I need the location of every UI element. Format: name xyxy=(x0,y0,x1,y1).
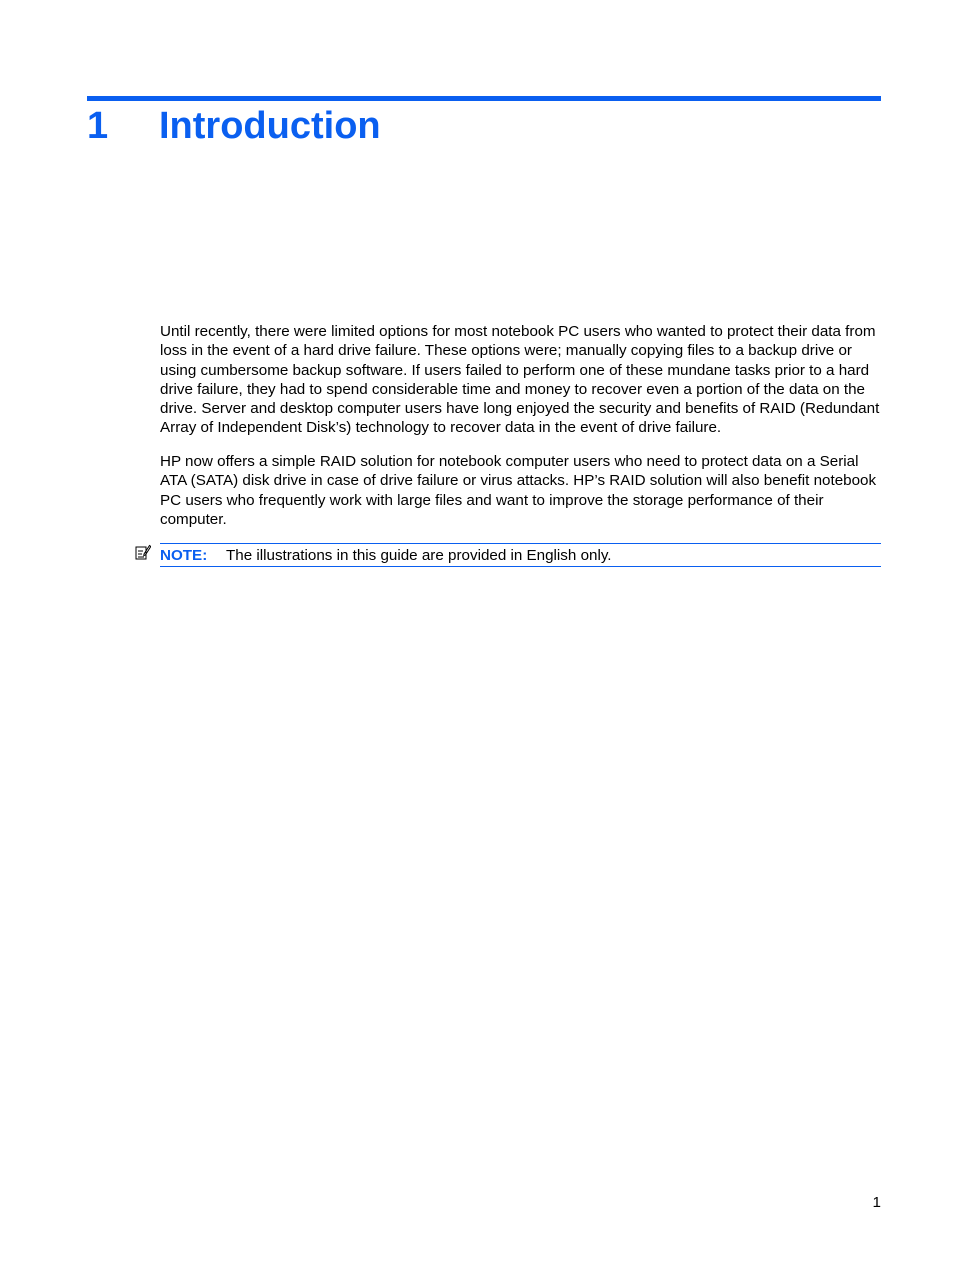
chapter-rule xyxy=(87,96,881,101)
note-text: The illustrations in this guide are provided in English only. xyxy=(226,546,612,564)
chapter-number: 1 xyxy=(87,105,109,147)
chapter-heading xyxy=(87,103,381,149)
intro-paragraph-2: HP now offers a simple RAID solution for notebook computer users who need to protect data on a Serial ATA (SATA) disk drive in case of drive failure or virus attacks. HP’s RAID solution will also benefit notebook PC users who frequently work with large files and want to improve the storage performance of their computer. xyxy=(160,453,877,528)
page-number: 1 xyxy=(872,1194,881,1211)
note-label: NOTE: xyxy=(160,546,208,564)
note-box xyxy=(160,543,881,567)
intro-paragraph-1: Until recently, there were limited options for most notebook PC users who wanted to protect their data from loss in the event of a hard drive failure. These options were; manually copying files to a backup drive or using cumbersome backup software. If users failed to perform one of these mundane tasks prior to a hard drive failure, they had to spend considerable time and money to recover even a portion of the data on the drive. Server and desktop computer users have long enjoyed the security and benefits of RAID (Redundant Array of Independent Disk’s) technology to recover data in the event of drive failure. xyxy=(160,323,880,437)
note-pencil-icon xyxy=(135,544,151,560)
chapter-title: Introduction xyxy=(159,105,381,147)
